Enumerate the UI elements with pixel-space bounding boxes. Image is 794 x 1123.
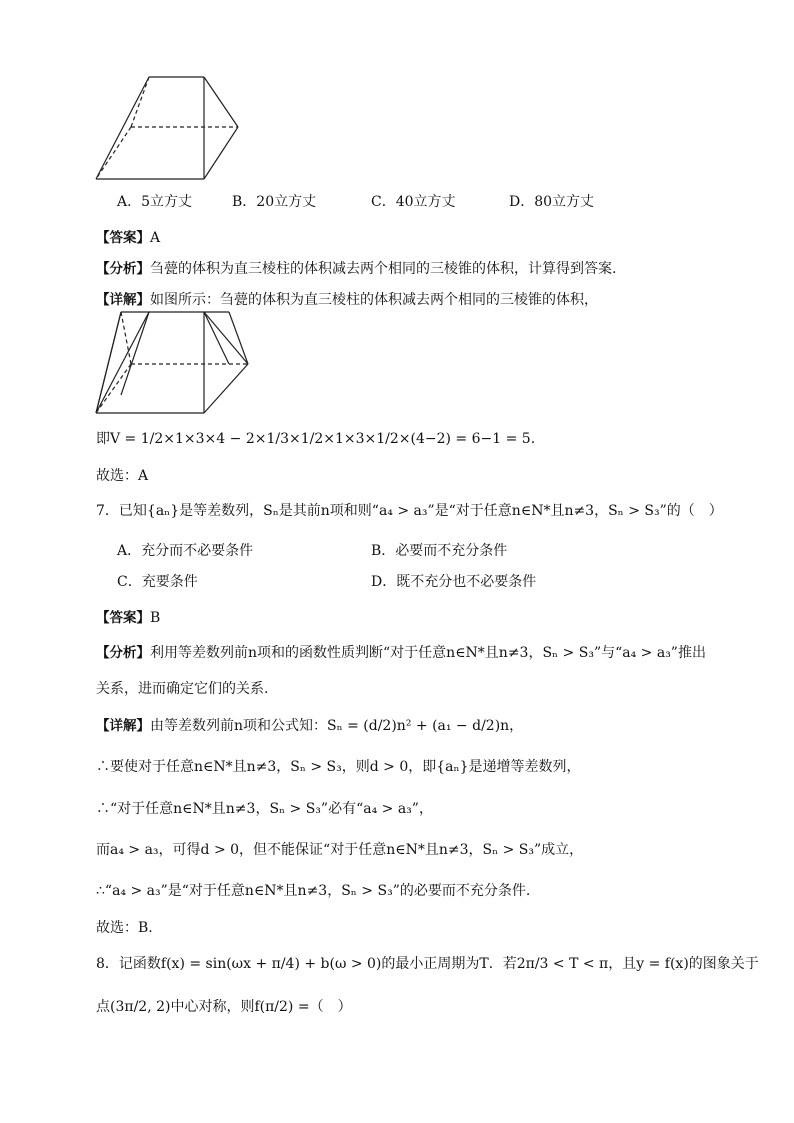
analysis-tag: 【分析】 <box>96 645 150 661</box>
q7-option-a: A．充分而不必要条件 <box>117 543 254 559</box>
q6-option-c: C．40立方丈 <box>371 194 456 210</box>
detail-tag: 【详解】 <box>96 718 150 734</box>
detail-text: 由等差数列前n项和公式知：Sₙ = (d/2)n² + (a₁ − d/2)n， <box>150 718 524 734</box>
q7-detail-line-2: ∴要使对于任意n∈N*且n≠3，Sₙ > S₃，则d > 0，即{aₙ}是递增等差数列， <box>96 759 581 775</box>
answer-tag: 【答案】 <box>96 230 150 246</box>
q6-choice: 故选：A <box>96 468 149 484</box>
q6-option-d: D．80立方丈 <box>509 194 595 210</box>
q7-detail-line-3: ∴“对于任意n∈N*且n≠3，Sₙ > S₃”必有“a₄ > a₃”， <box>96 801 433 817</box>
q7-stem: 7．已知{aₙ}是等差数列，Sₙ是其前n项和则“a₄ > a₃”是“对于任意n∈N*且n≠3，Sₙ > S₃”的（ ） <box>96 503 723 519</box>
answer-value: B <box>150 610 161 626</box>
q7-option-b: B．必要而不充分条件 <box>371 543 508 559</box>
q7-detail-line-5: ∴“a₄ > a₃”是“对于任意n∈N*且n≠3，Sₙ > S₃”的必要而不充分条件. <box>96 883 531 899</box>
answer-value: A <box>150 230 161 246</box>
q6-formula: 即V = 1/2×1×3×4 − 2×1/3×1/2×1×3×1/2×(4−2) = 6−1 = 5. <box>96 431 536 447</box>
q6-answer-line <box>96 226 160 246</box>
q8-stem-line-2: 点(3π/2, 2)中心对称，则f(π/2) =（ ） <box>96 999 352 1015</box>
analysis-text: 利用等差数列前n项和的函数性质判断“对于任意n∈N*且n≠3，Sₙ > S₃”与“a₄ > a₃”推出 <box>150 645 706 661</box>
q7-answer-line <box>96 606 160 626</box>
q8-stem-line-1: 8．记函数f(x) = sin(ωx + π/4) + b(ω > 0)的最小正周期为T．若2π/3 < T < π，且y = f(x)的图象关于 <box>96 956 759 972</box>
detail-tag: 【详解】 <box>96 292 150 308</box>
q6-analysis-line <box>96 257 616 278</box>
analysis-tag: 【分析】 <box>96 261 150 277</box>
q7-choice: 故选：B. <box>96 920 153 936</box>
q7-option-d: D．既不充分也不必要条件 <box>371 574 537 590</box>
answer-tag: 【答案】 <box>96 610 150 626</box>
q7-analysis-line-2: 关系，进而确定它们的关系. <box>96 681 269 697</box>
q7-option-c: C．充要条件 <box>117 574 198 590</box>
detail-text: 如图所示：刍甍的体积为直三棱柱的体积减去两个相同的三棱锥的体积， <box>150 292 598 308</box>
q7-detail-line-1 <box>96 714 523 735</box>
q6-option-b: B．20立方丈 <box>232 194 317 210</box>
q6-detail-line <box>96 288 598 309</box>
q7-detail-line-4: 而a₄ > a₃，可得d > 0，但不能保证“对于任意n∈N*且n≠3，Sₙ > S₃”成立， <box>96 842 584 858</box>
q6-option-a: A．5立方丈 <box>117 194 193 210</box>
q7-analysis-line-1 <box>96 641 706 662</box>
analysis-text: 刍甍的体积为直三棱柱的体积减去两个相同的三棱锥的体积，计算得到答案. <box>150 261 617 277</box>
